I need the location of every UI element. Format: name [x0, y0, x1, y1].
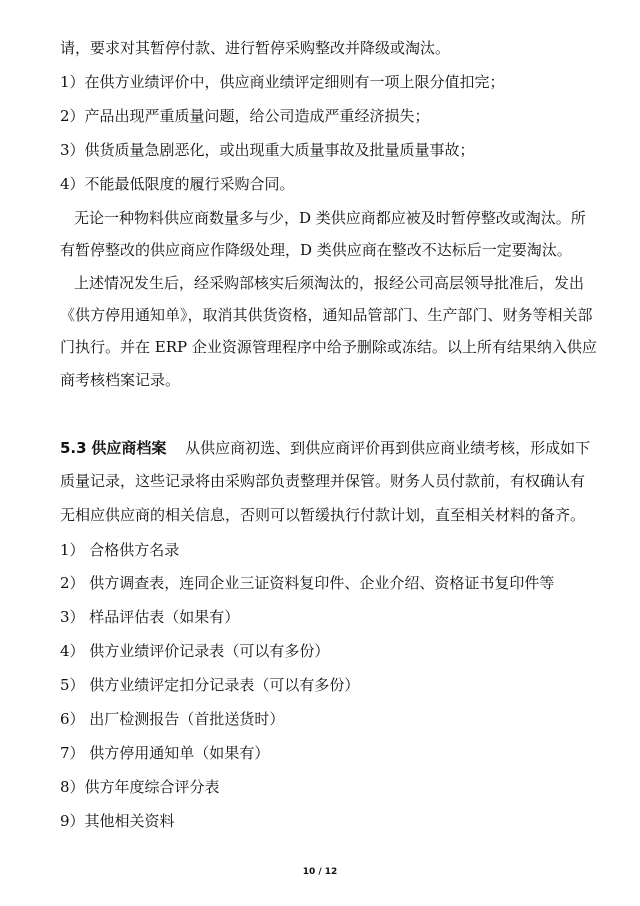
record-item: 7） 供方停用通知单（如果有）: [60, 744, 270, 762]
list-item: 1）在供方业绩评价中，供应商业绩评定细则有一项上限分值扣完；: [60, 73, 505, 91]
section-number: 5.3: [60, 439, 87, 457]
record-item: 2） 供方调查表，连同企业三证资料复印件、企业介绍、资格证书复印件等: [60, 574, 555, 592]
section-title: 供应商档案: [91, 439, 167, 457]
record-item: 5） 供方业绩评定扣分记录表（可以有多份）: [60, 676, 360, 694]
paragraph-line: 无论一种物料供应商数量多与少，D 类供应商都应被及时暂停整改或淘汰。所: [74, 209, 586, 227]
record-item: 6） 出厂检测报告（首批送货时）: [60, 710, 285, 728]
list-item: 4）不能最低限度的履行采购合同。: [60, 175, 295, 193]
record-item: 1） 合格供方名录: [60, 541, 180, 559]
section-heading: [60, 438, 590, 458]
record-item: 4） 供方业绩评价记录表（可以有多份）: [60, 642, 330, 660]
paragraph-line: 无相应供应商的相关信息，否则可以暂缓执行付款计划，直至相关材料的备齐。: [60, 506, 586, 524]
list-item: 3）供货质量急剧恶化，或出现重大质量事故及批量质量事故；: [60, 141, 475, 159]
list-item: 2）产品出现严重质量问题，给公司造成严重经济损失；: [60, 107, 430, 125]
paragraph-line: 质量记录，这些记录将由采购部负责整理并保管。财务人员付款前，有权确认有: [60, 472, 586, 490]
text-line: 请，要求对其暂停付款、进行暂停采购整改并降级或淘汰。: [60, 39, 451, 57]
record-item: 9）其他相关资料: [60, 812, 175, 830]
record-item: 3） 样品评估表（如果有）: [60, 608, 240, 626]
paragraph-line: 《供方停用通知单》，取消其供货资格，通知品管部门、生产部门、财务等相关部: [60, 306, 593, 324]
paragraph-line: 商考核档案记录。: [60, 371, 181, 389]
paragraph-line: 门执行。并在 ERP 企业资源管理程序中给予删除或冻结。以上所有结果纳入供应: [60, 338, 597, 356]
paragraph-line: 上述情况发生后，经采购部核实后须淘汰的，报经公司高层领导批准后，发出: [74, 274, 585, 292]
page-number: 10 / 12: [302, 867, 338, 877]
record-item: 8）供方年度综合评分表: [60, 778, 220, 796]
section-first-line: 从供应商初选、到供应商评价再到供应商业绩考核，形成如下: [185, 439, 591, 457]
paragraph-line: 有暂停整改的供应商应作降级处理，D 类供应商在整改不达标后一定要淘汰。: [60, 241, 572, 259]
